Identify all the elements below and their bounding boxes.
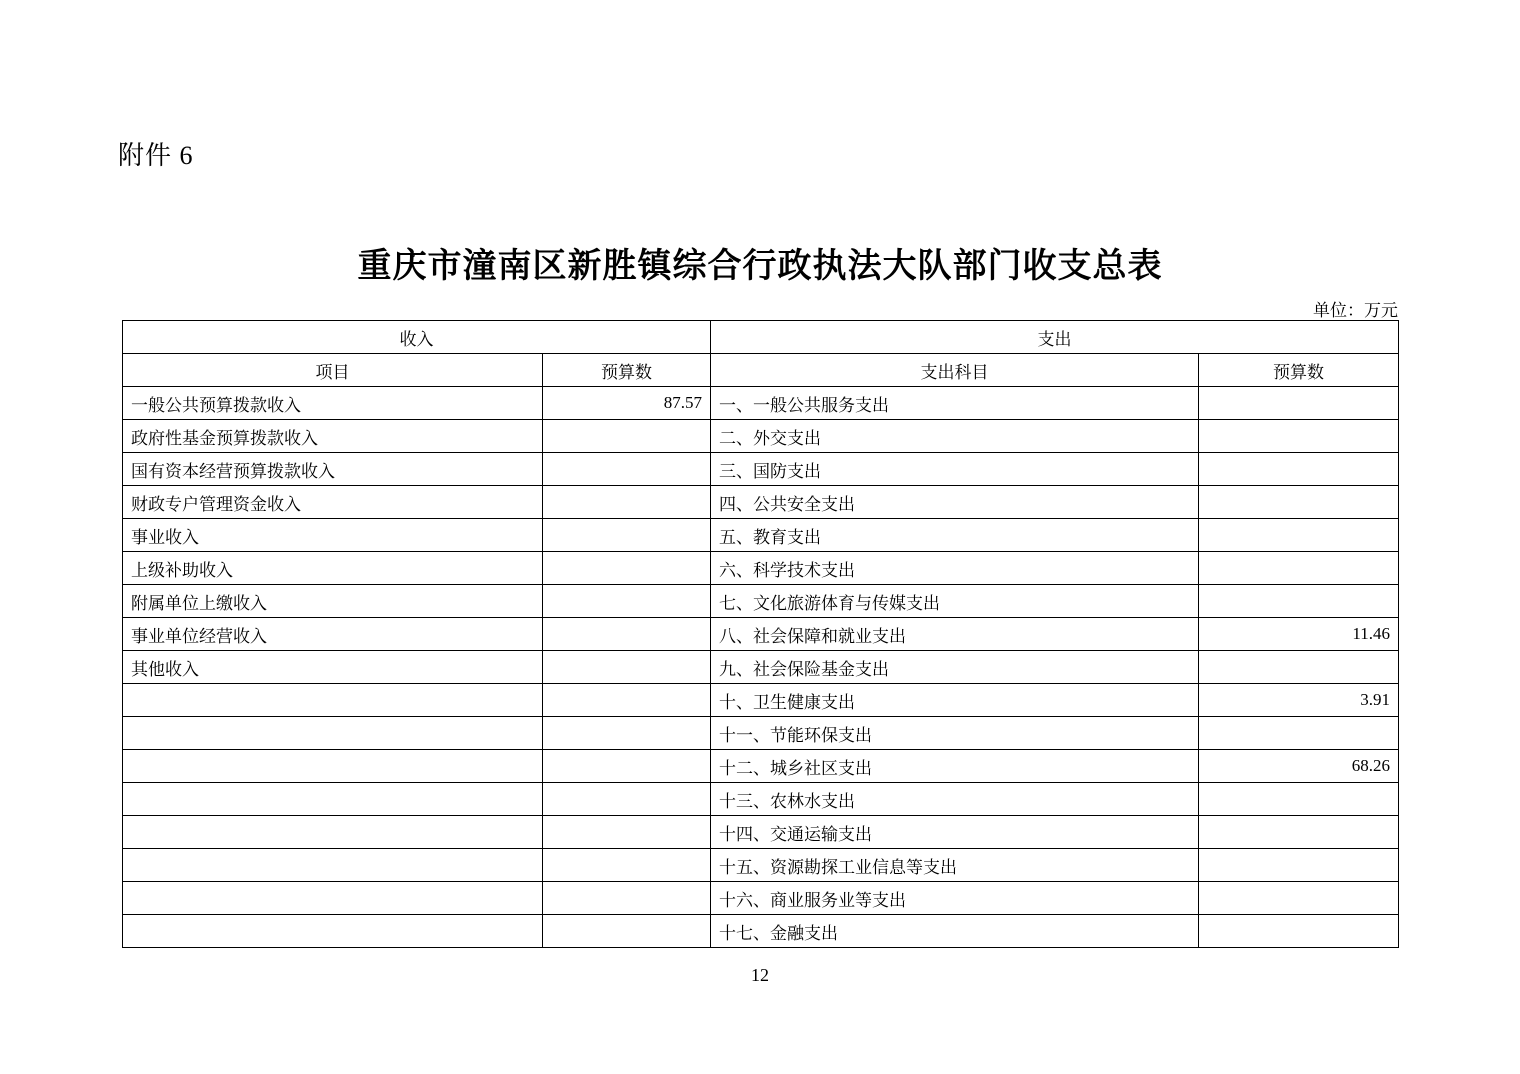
cell-expenditure-item: 四、公共安全支出 xyxy=(711,486,1199,519)
table-row xyxy=(123,387,1399,420)
cell-expenditure-budget xyxy=(1199,585,1399,618)
cell-expenditure-item: 九、社会保险基金支出 xyxy=(711,651,1199,684)
cell-expenditure-budget xyxy=(1199,849,1399,882)
cell-income-item xyxy=(123,915,543,948)
cell-income-budget xyxy=(543,684,711,717)
table-row xyxy=(123,585,1399,618)
cell-expenditure-item: 五、教育支出 xyxy=(711,519,1199,552)
cell-income-budget xyxy=(543,651,711,684)
unit-note: 单位：万元 xyxy=(1313,301,1398,320)
cell-expenditure-budget xyxy=(1199,717,1399,750)
cell-income-item xyxy=(123,717,543,750)
cell-income-item: 财政专户管理资金收入 xyxy=(123,486,543,519)
cell-income-item: 国有资本经营预算拨款收入 xyxy=(123,453,543,486)
cell-expenditure-item: 十一、节能环保支出 xyxy=(711,717,1199,750)
cell-income-budget xyxy=(543,849,711,882)
page-number: 12 xyxy=(751,965,769,985)
cell-expenditure-budget xyxy=(1199,387,1399,420)
cell-income-budget xyxy=(543,420,711,453)
cell-expenditure-item: 三、国防支出 xyxy=(711,453,1199,486)
table-row xyxy=(123,882,1399,915)
cell-expenditure-budget xyxy=(1199,552,1399,585)
cell-income-item: 其他收入 xyxy=(123,651,543,684)
table-row xyxy=(123,750,1399,783)
cell-expenditure-item: 十五、资源勘探工业信息等支出 xyxy=(711,849,1199,882)
group-header-income: 收入 xyxy=(123,321,711,354)
column-header-expenditure-item: 支出科目 xyxy=(711,354,1199,387)
table-row xyxy=(123,915,1399,948)
table-row xyxy=(123,519,1399,552)
cell-expenditure-budget xyxy=(1199,783,1399,816)
cell-income-item: 附属单位上缴收入 xyxy=(123,585,543,618)
cell-income-budget xyxy=(543,585,711,618)
cell-income-item: 事业单位经营收入 xyxy=(123,618,543,651)
table-row xyxy=(123,552,1399,585)
cell-income-item: 事业收入 xyxy=(123,519,543,552)
cell-income-budget xyxy=(543,750,711,783)
table-row xyxy=(123,651,1399,684)
cell-income-item xyxy=(123,882,543,915)
table-row xyxy=(123,849,1399,882)
cell-expenditure-item: 七、文化旅游体育与传媒支出 xyxy=(711,585,1199,618)
cell-expenditure-item: 六、科学技术支出 xyxy=(711,552,1199,585)
cell-expenditure-item: 十七、金融支出 xyxy=(711,915,1199,948)
cell-expenditure-budget xyxy=(1199,651,1399,684)
column-header-income-budget: 预算数 xyxy=(543,354,711,387)
cell-expenditure-budget xyxy=(1199,519,1399,552)
budget-summary-table xyxy=(122,320,1399,948)
table-row xyxy=(123,717,1399,750)
cell-income-budget xyxy=(543,717,711,750)
cell-expenditure-item: 十六、商业服务业等支出 xyxy=(711,882,1199,915)
cell-income-budget xyxy=(543,783,711,816)
cell-expenditure-item: 十四、交通运输支出 xyxy=(711,816,1199,849)
page-title: 重庆市潼南区新胜镇综合行政执法大队部门收支总表 xyxy=(357,248,1163,285)
cell-income-budget xyxy=(543,486,711,519)
cell-income-budget xyxy=(543,816,711,849)
table-row xyxy=(123,420,1399,453)
attachment-label: 附件 6 xyxy=(118,141,194,170)
cell-income-item xyxy=(123,750,543,783)
table-group-header-row xyxy=(123,321,1399,354)
cell-income-item xyxy=(123,783,543,816)
cell-expenditure-budget: 3.91 xyxy=(1199,684,1399,717)
cell-income-budget xyxy=(543,552,711,585)
cell-expenditure-budget xyxy=(1199,882,1399,915)
cell-income-item: 一般公共预算拨款收入 xyxy=(123,387,543,420)
cell-expenditure-item: 八、社会保障和就业支出 xyxy=(711,618,1199,651)
table-column-header-row xyxy=(123,354,1399,387)
table-body xyxy=(123,387,1399,948)
cell-expenditure-budget xyxy=(1199,915,1399,948)
cell-expenditure-budget xyxy=(1199,420,1399,453)
cell-expenditure-item: 十三、农林水支出 xyxy=(711,783,1199,816)
cell-expenditure-budget xyxy=(1199,816,1399,849)
cell-income-item: 政府性基金预算拨款收入 xyxy=(123,420,543,453)
cell-expenditure-budget: 11.46 xyxy=(1199,618,1399,651)
table-row xyxy=(123,816,1399,849)
cell-expenditure-item: 十、卫生健康支出 xyxy=(711,684,1199,717)
cell-income-budget xyxy=(543,882,711,915)
cell-income-budget xyxy=(543,618,711,651)
cell-income-item: 上级补助收入 xyxy=(123,552,543,585)
cell-expenditure-item: 一、一般公共服务支出 xyxy=(711,387,1199,420)
cell-expenditure-budget xyxy=(1199,486,1399,519)
table-row xyxy=(123,453,1399,486)
cell-income-item xyxy=(123,816,543,849)
column-header-expenditure-budget: 预算数 xyxy=(1199,354,1399,387)
table-row xyxy=(123,618,1399,651)
cell-expenditure-budget: 68.26 xyxy=(1199,750,1399,783)
cell-income-item xyxy=(123,849,543,882)
table-row xyxy=(123,783,1399,816)
cell-income-item xyxy=(123,684,543,717)
cell-income-budget xyxy=(543,915,711,948)
cell-expenditure-item: 二、外交支出 xyxy=(711,420,1199,453)
cell-income-budget: 87.57 xyxy=(543,387,711,420)
table-row xyxy=(123,486,1399,519)
cell-expenditure-budget xyxy=(1199,453,1399,486)
cell-income-budget xyxy=(543,453,711,486)
table-row xyxy=(123,684,1399,717)
group-header-expenditure: 支出 xyxy=(711,321,1399,354)
cell-expenditure-item: 十二、城乡社区支出 xyxy=(711,750,1199,783)
cell-income-budget xyxy=(543,519,711,552)
column-header-income-item: 项目 xyxy=(123,354,543,387)
